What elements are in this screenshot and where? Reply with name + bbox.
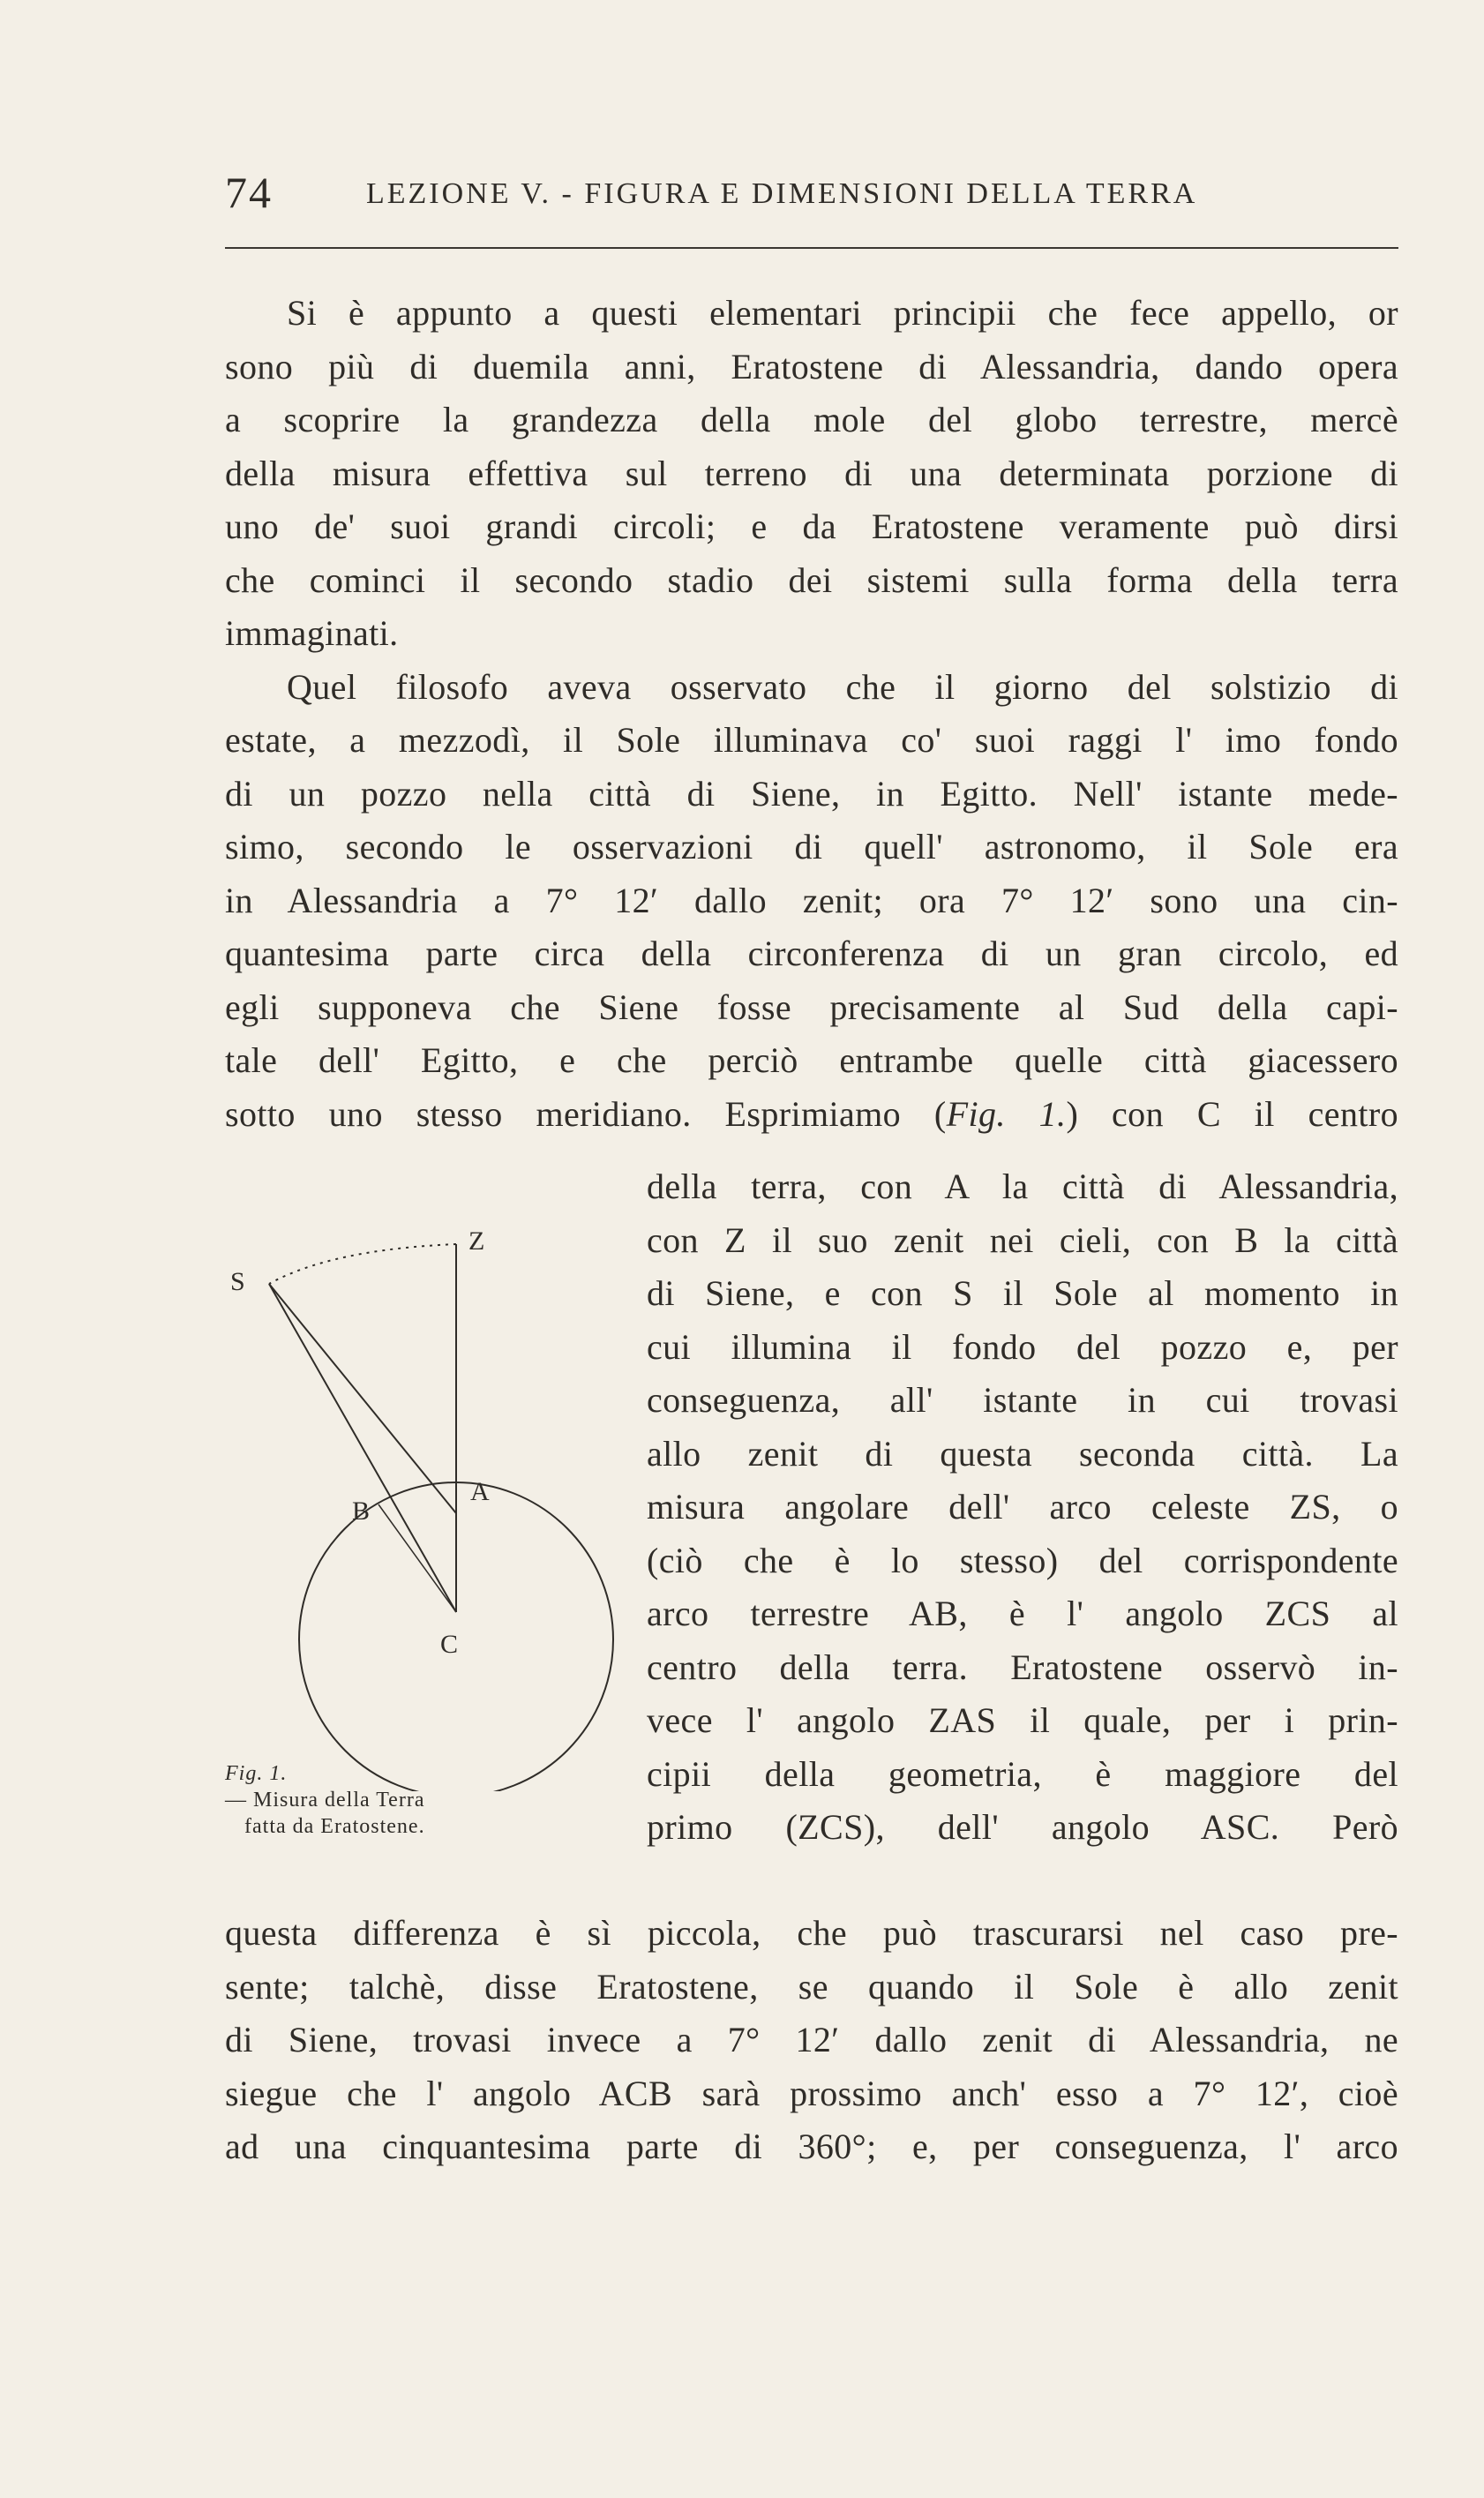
text-line: siegue che l' angolo ACB sarà prossimo anch' esso a 7° 12′, cioè <box>225 2073 1398 2113</box>
text-line: simo, secondo le osservazioni di quell' astronomo, il Sole era <box>225 827 1398 866</box>
text-fragment: ) con C il centro <box>1066 1093 1398 1134</box>
label-b: B <box>352 1497 371 1526</box>
text-line: primo (ZCS), dell' angolo ASC. Però <box>647 1807 1398 1847</box>
celestial-arc-zs <box>269 1244 456 1284</box>
page-header <box>225 166 1398 219</box>
text-line: immaginati. <box>225 613 399 653</box>
figure-diagram <box>225 1174 631 1791</box>
text-line: Quel filosofo aveva osservato che il giorno del solstizio di <box>287 666 1398 707</box>
text-line: uno de' suoi grandi circoli; e da Eratostene veramente può dirsi <box>225 506 1398 546</box>
text-line: con Z il suo zenit nei cieli, con B la città <box>647 1219 1398 1260</box>
figure-caption <box>225 1760 613 1840</box>
text-line: di Siene, e con S il Sole al momento in <box>647 1273 1398 1313</box>
text-line: vece l' angolo ZAS il quale, per i prin- <box>647 1700 1398 1740</box>
caption-line: fatta da Eratostene. <box>244 1815 425 1838</box>
page-number: 74 <box>225 168 273 217</box>
paragraph-wrapped-around-figure <box>647 1160 1398 1855</box>
text-line: che cominci il secondo stadio dei sistemi sulla forma della terra <box>225 559 1398 600</box>
figure-eratosthenes-measurement <box>225 1174 631 1844</box>
text-line: della terra, con A la città di Alessandria, <box>647 1166 1398 1206</box>
caption-figure-tag: Fig. 1. <box>225 1762 288 1785</box>
text-line: a scoprire la grandezza della mole del globo terrestre, mercè <box>225 400 1398 439</box>
text-line: sente; talchè, disse Eratostene, se quando il Sole è allo zenit <box>225 1966 1398 2007</box>
line-sun-alexandria <box>269 1284 456 1513</box>
text-line: tale dell' Egitto, e che perciò entrambe quelle città giacessero <box>225 1040 1398 1080</box>
text-line: misura angolare dell' arco celeste ZS, o <box>647 1487 1398 1527</box>
label-a: A <box>470 1477 490 1506</box>
caption-line <box>225 1760 613 1813</box>
text-line: in Alessandria a 7° 12′ dallo zenit; ora 7° 12′ sono una cin- <box>225 880 1398 920</box>
figure-reference: Fig. 1. <box>946 1093 1067 1134</box>
text-fragment: sotto uno stesso meridiano. Esprimiamo ( <box>225 1093 947 1134</box>
text-line: quantesima parte circa della circonferenza di un gran circolo, ed <box>225 934 1398 973</box>
label-c: C <box>440 1630 459 1659</box>
line-siene-center <box>378 1504 456 1612</box>
text-line-fig-ref <box>225 1088 1398 1142</box>
text-line: cipii della geometria, è maggiore del <box>647 1753 1398 1794</box>
running-title: LEZIONE V. - FIGURA E DIMENSIONI DELLA TERRA <box>366 177 1198 210</box>
text-line: (ciò che è lo stesso) del corrispondente <box>647 1540 1398 1580</box>
paragraph-eratosthenes <box>225 287 1398 1141</box>
text-line: centro della terra. Eratostene osservò in- <box>647 1647 1398 1687</box>
text-line: cui illumina il fondo del pozzo e, per <box>647 1326 1398 1367</box>
text-line: Si è appunto a questi elementari principii che fece appello, or <box>287 293 1398 333</box>
text-line: arco terrestre AB, è l' angolo ZCS al <box>647 1594 1398 1633</box>
caption-text: — Misura della Terra <box>225 1789 425 1812</box>
line-sun-center <box>269 1284 456 1612</box>
text-line: estate, a mezzodì, il Sole illuminava co' suoi raggi l' imo fondo <box>225 720 1398 760</box>
text-line: di Siene, trovasi invece a 7° 12′ dallo zenit di Alessandria, ne <box>225 2020 1398 2059</box>
text-line: della misura effettiva sul terreno di una determinata porzione di <box>225 453 1398 493</box>
header-rule <box>225 247 1398 249</box>
label-z: Z <box>468 1226 485 1256</box>
paragraph-continuation <box>225 1907 1398 2174</box>
text-line: conseguenza, all' istante in cui trovasi <box>647 1380 1398 1420</box>
text-line: egli supponeva che Siene fosse precisamente al Sud della capi- <box>225 986 1398 1027</box>
text-line: ad una cinquantesima parte di 360°; e, per conseguenza, l' arco <box>225 2127 1398 2166</box>
text-line: questa differenza è sì piccola, che può trascurarsi nel caso pre- <box>225 1913 1398 1953</box>
text-line: sono più di duemila anni, Eratostene di Alessandria, dando opera <box>225 346 1398 386</box>
text-line: allo zenit di questa seconda città. La <box>647 1433 1398 1474</box>
text-line: di un pozzo nella città di Siene, in Egitto. Nell' istante mede- <box>225 773 1398 814</box>
label-s: S <box>230 1267 245 1296</box>
